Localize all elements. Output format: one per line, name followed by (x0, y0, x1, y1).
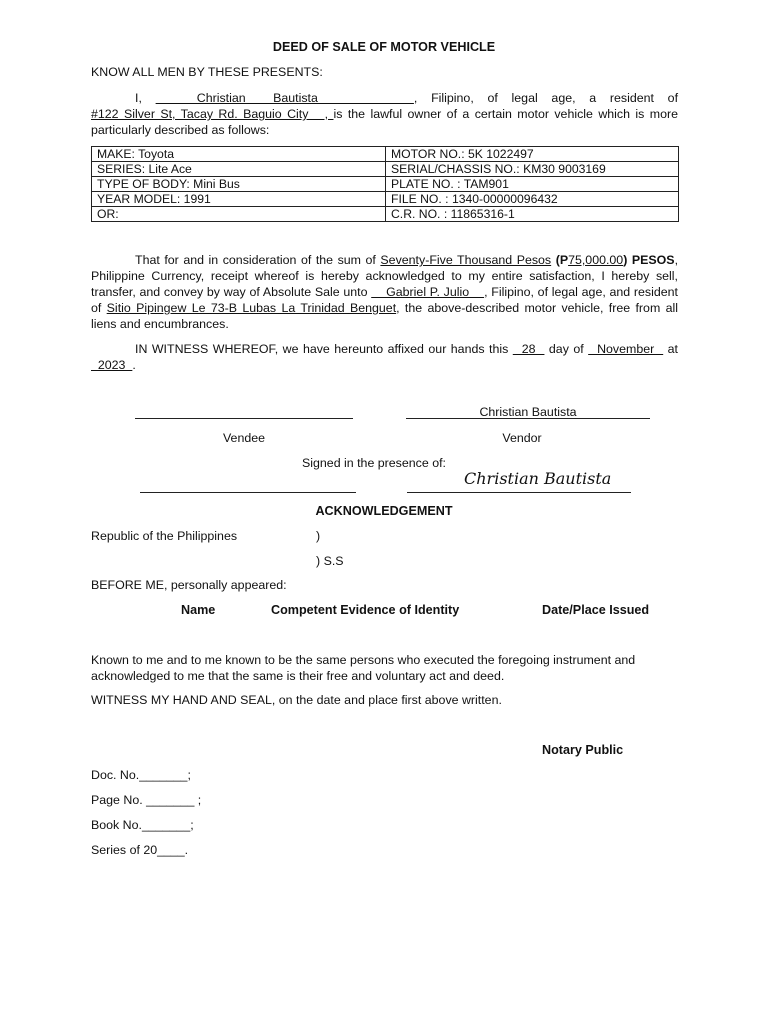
p3-mid1: day of (544, 342, 589, 356)
vehicle-field-right: FILE NO. : 1340-00000096432 (386, 192, 679, 207)
sign-year: 2023 (91, 358, 133, 372)
column-evidence: Competent Evidence of Identity (271, 603, 460, 617)
table-row (92, 207, 679, 222)
book-no: Book No._______; (91, 818, 194, 832)
acknowledgement-heading: ACKNOWLEDGEMENT (315, 504, 453, 518)
vehicle-details-table (91, 146, 679, 222)
vehicle-field-left: YEAR MODEL: 1991 (92, 192, 386, 207)
table-row (92, 177, 679, 192)
p3-tail: . (132, 358, 136, 372)
vehicle-field-right: SERIAL/CHASSIS NO.: KM30 9003169 (386, 162, 679, 177)
vendee-signature-line (135, 418, 353, 419)
column-date-place: Date/Place Issued (542, 603, 650, 617)
vendee-label: Vendee (222, 431, 266, 445)
p3-lead: IN WITNESS WHEREOF, we have hereunto affixed our hands this (135, 342, 513, 356)
p2-tail: , the above-described motor vehicle, free from all liens and encumbrances. (91, 301, 678, 331)
table-row (92, 162, 679, 177)
p2-mid1: , Philippine Currency, receipt whereof is hereby acknowledged to my entire satisfaction, I hereby sell, transfer, and convey by way of Absolute Sale unto (91, 253, 679, 299)
sign-month: November (588, 342, 664, 356)
sign-day: 28 (512, 342, 545, 356)
vehicle-field-left: MAKE: Toyota (92, 147, 386, 162)
vehicle-field-right: PLATE NO. : TAM901 (386, 177, 679, 192)
table-row (92, 147, 679, 162)
known-paragraph: Known to me and to me known to be the same persons who executed the foregoing instrument and acknowledged to me that the same is their free and voluntary act and deed. (91, 653, 636, 683)
amount-words: Seventy-Five Thousand Pesos (380, 253, 552, 267)
amount-paren-close: ) PESOS (623, 253, 675, 267)
series-no: Series of 20____. (91, 843, 189, 857)
venue-republic: Republic of the Philippines (91, 529, 238, 543)
vehicle-field-left: SERIES: Lite Ace (92, 162, 386, 177)
vehicle-field-left: TYPE OF BODY: Mini Bus (92, 177, 386, 192)
p2-lead: That for and in consideration of the sum of (135, 253, 381, 267)
p1-tail: is the lawful owner of a certain motor vehicle which is more particularly described as follows: (91, 107, 678, 137)
buyer-address: Sitio Pipingew Le 73-B Lubas La Trinidad Benguet (106, 301, 397, 315)
vehicle-field-left: OR: (92, 207, 386, 222)
doc-no: Doc. No._______; (91, 768, 191, 782)
witness-1-signature-line (140, 492, 356, 493)
p3-mid2: at (663, 342, 678, 356)
witness-handwritten-signature: Christian Bautista (464, 469, 612, 488)
page-no: Page No. _______ ; (91, 793, 202, 807)
vehicle-field-right: MOTOR NO.: 5K 1022497 (386, 147, 679, 162)
witness-paragraph (91, 341, 678, 373)
buyer-name: Gabriel P. Julio (371, 285, 485, 299)
owner-address: #122 Silver St, Tacay Rd. Baguio City , (91, 107, 334, 121)
p1-lead: I, (135, 91, 156, 105)
vendor-name: Christian Bautista (479, 405, 577, 419)
witness-2-signature-line (407, 492, 631, 493)
vehicle-field-right: C.R. NO. : 11865316-1 (386, 207, 679, 222)
venue-ss: ) S.S (316, 554, 344, 568)
witness-hand-seal: WITNESS MY HAND AND SEAL, on the date and place first above written. (91, 693, 502, 707)
presence-line: Signed in the presence of: (302, 456, 446, 470)
p1-mid: , Filipino, of legal age, a resident of (413, 91, 679, 105)
amount-number: 75,000.00 (568, 253, 624, 267)
consideration-paragraph (91, 252, 678, 332)
vendor-label: Vendor (502, 431, 542, 445)
before-me-line: BEFORE ME, personally appeared: (91, 578, 287, 592)
owner-name: Christian Bautista (155, 91, 414, 105)
notary-public-label: Notary Public (542, 743, 624, 757)
ownership-paragraph (91, 90, 678, 138)
document-title: DEED OF SALE OF MOTOR VEHICLE (272, 40, 496, 54)
intro-line: KNOW ALL MEN BY THESE PRESENTS: (91, 65, 323, 79)
amount-paren-open: (P (555, 253, 569, 267)
column-name: Name (181, 603, 216, 617)
table-row (92, 192, 679, 207)
p2-mid2: , Filipino, of legal age, and resident of (91, 285, 678, 315)
venue-paren: ) (316, 529, 321, 543)
